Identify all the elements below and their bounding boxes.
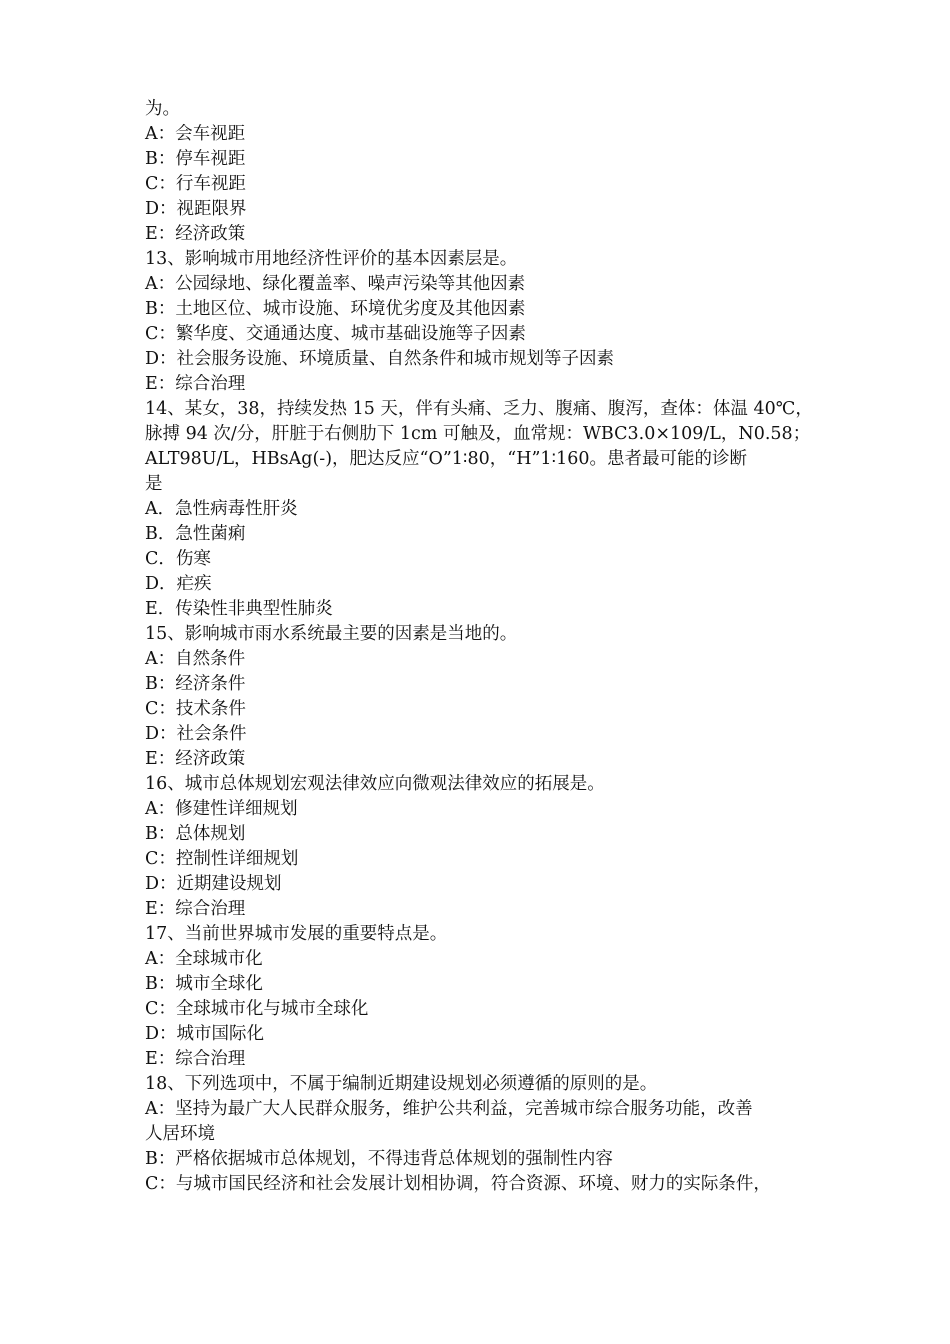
option-e: E：经济政策: [145, 749, 246, 769]
option-c: C：与城市国民经济和社会发展计划相协调，符合资源、环境、财力的实际条件，: [145, 1174, 771, 1194]
option-d: D：社会条件: [145, 724, 247, 744]
question-14-continued: ALT98U/L，HBsAg(-)，肥达反应“O”1∶80，“H”1∶160。患者最可能的诊断: [145, 449, 747, 469]
option-b: B．急性菌痢: [145, 524, 246, 544]
question-18: 18、下列选项中，不属于编制近期建设规划必须遵循的原则的是。: [145, 1074, 658, 1094]
option-b: B：城市全球化: [145, 974, 263, 994]
option-e: E：综合治理: [145, 1049, 246, 1069]
option-d: D：社会服务设施、环境质量、自然条件和城市规划等子因素: [145, 349, 615, 369]
question-15: 15、影响城市雨水系统最主要的因素是当地的。: [145, 624, 518, 644]
text-line: 为。: [145, 99, 180, 119]
option-e: E：综合治理: [145, 374, 246, 394]
option-b: B：总体规划: [145, 824, 246, 844]
question-14-continued: 是: [145, 474, 163, 494]
question-16: 16、城市总体规划宏观法律效应向微观法律效应的拓展是。: [145, 774, 605, 794]
option-e: E：综合治理: [145, 899, 246, 919]
option-d: D：视距限界: [145, 199, 247, 219]
option-a: A：修建性详细规划: [145, 799, 298, 819]
option-a-continued: 人居环境: [145, 1124, 215, 1144]
option-a: A：会车视距: [145, 124, 246, 144]
question-14: 14、某女，38，持续发热 15 天，伴有头痛、乏力、腹痛、腹泻，查体：体温 40℃，: [145, 399, 813, 419]
option-b: B：停车视距: [145, 149, 246, 169]
option-c: C：技术条件: [145, 699, 246, 719]
option-a: A：公园绿地、绿化覆盖率、噪声污染等其他因素: [145, 274, 526, 294]
option-a: A：坚持为最广大人民群众服务，维护公共利益，完善城市综合服务功能，改善: [145, 1099, 753, 1119]
option-d: D：近期建设规划: [145, 874, 282, 894]
option-e: E：经济政策: [145, 224, 246, 244]
document-page: [145, 97, 825, 1197]
option-b: B：土地区位、城市设施、环境优劣度及其他因素: [145, 299, 526, 319]
option-b: B：经济条件: [145, 674, 246, 694]
question-13: 13、影响城市用地经济性评价的基本因素层是。: [145, 249, 518, 269]
question-14-continued: 脉搏 94 次/分，肝脏于右侧肋下 1cm 可触及，血常规：WBC3.0×109/L，N0.58；: [145, 424, 811, 444]
option-c: C．伤寒: [145, 549, 211, 569]
question-17: 17、当前世界城市发展的重要特点是。: [145, 924, 448, 944]
option-e: E．传染性非典型性肺炎: [145, 599, 333, 619]
option-d: D．疟疾: [145, 574, 212, 594]
option-a: A．急性病毒性肝炎: [145, 499, 298, 519]
option-a: A：自然条件: [145, 649, 246, 669]
option-c: C：行车视距: [145, 174, 246, 194]
option-c: C：繁华度、交通通达度、城市基础设施等子因素: [145, 324, 526, 344]
option-d: D：城市国际化: [145, 1024, 265, 1044]
option-a: A：全球城市化: [145, 949, 263, 969]
option-c: C：控制性详细规划: [145, 849, 299, 869]
option-c: C：全球城市化与城市全球化: [145, 999, 369, 1019]
option-b: B：严格依据城市总体规划，不得违背总体规划的强制性内容: [145, 1149, 613, 1169]
